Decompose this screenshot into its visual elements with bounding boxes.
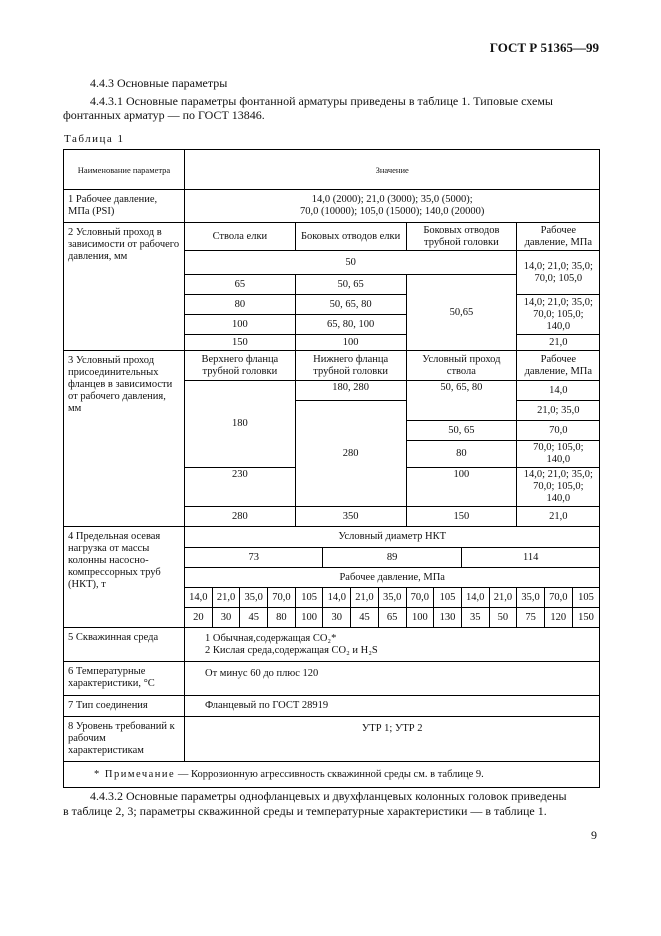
table-cell: 35 xyxy=(461,608,489,628)
table-cell: От минус 60 до плюс 120 xyxy=(185,662,600,696)
table-cell: 150 xyxy=(185,335,296,351)
table-cell: Нижнего фланца трубной головки xyxy=(295,351,406,381)
table-cell: 70,0; 105,0; 140,0 xyxy=(517,441,600,468)
row-label: 6 Температурные характеристики, °С xyxy=(64,662,185,696)
table-cell xyxy=(185,628,600,662)
row-label: 8 Уровень требований к рабочим характеристикам xyxy=(64,717,185,762)
table-cell: 89 xyxy=(323,548,461,568)
table-cell: Рабочее давление, МПа xyxy=(517,223,600,251)
table-cell: 21,0 xyxy=(489,588,517,608)
table-cell: 80 xyxy=(185,295,296,315)
table-cell: 21,0 xyxy=(517,335,600,351)
table-cell: Рабочее давление, МПа xyxy=(517,351,600,381)
table-cell: 50,65 xyxy=(406,275,517,351)
table-cell: 100 xyxy=(295,335,406,351)
table-cell-line: 14,0 (2000); 21,0 (3000); 35,0 (5000); xyxy=(311,194,473,205)
table-caption: Таблица 1 xyxy=(64,133,125,145)
paragraph-line: фонтанных арматур — по ГОСТ 13846. xyxy=(63,108,265,122)
table-cell: 35,0 xyxy=(517,588,545,608)
table-cell: 130 xyxy=(434,608,462,628)
table-cell: 50, 65 xyxy=(406,421,517,441)
table-cell: Условный диаметр НКТ xyxy=(185,527,600,548)
table-cell: 114 xyxy=(461,548,600,568)
table-cell: 105 xyxy=(434,588,462,608)
col-header-value: Значение xyxy=(185,150,600,190)
table-cell: 50 xyxy=(185,251,517,275)
table-cell: 65 xyxy=(185,275,296,295)
table-cell: 75 xyxy=(517,608,545,628)
table-cell: 80 xyxy=(268,608,296,628)
table-cell: 70,0 xyxy=(517,421,600,441)
table-cell: 100 xyxy=(406,468,517,507)
table-cell: 35,0 xyxy=(378,588,406,608)
table-cell: 50, 65, 80 xyxy=(406,381,517,421)
table-cell: 70,0 xyxy=(544,588,572,608)
table-cell: 14,0; 21,0; 35,0; 70,0; 105,0 xyxy=(517,251,600,295)
table-cell: 21,0 xyxy=(212,588,240,608)
table-cell: Верхнего фланца трубной головки xyxy=(185,351,296,381)
note-text: — Коррозионную агрессивность скважинной среды см. в таблице 9. xyxy=(175,768,484,780)
table-cell: 14,0 xyxy=(461,588,489,608)
row-label: 1 Рабочее давление, МПа (PSI) xyxy=(64,190,185,223)
table-cell xyxy=(185,190,600,223)
table-cell: Рабочее давление, МПа xyxy=(185,568,600,588)
table-cell: Условный проход ствола xyxy=(406,351,517,381)
table-cell: 105 xyxy=(295,588,323,608)
table-cell: Боковых отводов елки xyxy=(295,223,406,251)
table-cell: 80 xyxy=(406,441,517,468)
table-cell: Боковых отводов трубной головки xyxy=(406,223,517,251)
section-title: 4.4.3 Основные параметры xyxy=(90,76,228,90)
col-header-parameter: Наименование параметра xyxy=(64,150,185,190)
table-cell: 45 xyxy=(240,608,268,628)
row-label: 2 Условный проход в зависимости от рабочего давления, мм xyxy=(64,223,185,351)
table-cell-line: 1 Обычная,содержащая CO₂* xyxy=(205,632,337,644)
table-cell: 50 xyxy=(489,608,517,628)
paragraph-line: в таблице 2, 3; параметры скважинной среды и температурные характеристики — в таблице 1. xyxy=(63,804,547,818)
table-cell: 100 xyxy=(185,315,296,335)
row-label: 4 Предельная осевая нагрузка от массы колонны насосно-компрессорных труб (НКТ), т xyxy=(64,527,185,628)
table-cell: 150 xyxy=(406,507,517,527)
table-cell: 14,0 xyxy=(185,588,213,608)
table-cell: 14,0; 21,0; 35,0; 70,0; 105,0; 140,0 xyxy=(517,295,600,335)
table-cell: 100 xyxy=(406,608,434,628)
document-header: ГОСТ Р 51365—99 xyxy=(489,40,599,55)
table-cell: Фланцевый по ГОСТ 28919 xyxy=(185,696,600,717)
table-cell: 50, 65 xyxy=(295,275,406,295)
table-cell: 30 xyxy=(323,608,351,628)
table-cell: 45 xyxy=(351,608,379,628)
table-cell: 65 xyxy=(378,608,406,628)
table-cell: 280 xyxy=(185,507,296,527)
paragraph-line: 4.4.3.2 Основные параметры однофланцевых и двухфланцевых колонных головок приведены xyxy=(90,789,567,803)
table-cell: 65, 80, 100 xyxy=(295,315,406,335)
table-cell-line: 70,0 (10000); 105,0 (15000); 140,0 (20000) xyxy=(300,206,485,217)
table-cell: УТР 1; УТР 2 xyxy=(185,717,600,762)
table-cell: 21,0; 35,0 xyxy=(517,401,600,421)
table-cell-line: 2 Кислая среда,содержащая CO₂ и H₂S xyxy=(205,644,378,656)
table-cell: 21,0 xyxy=(351,588,379,608)
table-cell: 150 xyxy=(572,608,600,628)
table-cell: Ствола елки xyxy=(185,223,296,251)
table-cell: 20 xyxy=(185,608,213,628)
page-number: 9 xyxy=(591,828,597,842)
table-cell: 30 xyxy=(212,608,240,628)
table-cell: 14,0 xyxy=(517,381,600,401)
table-note xyxy=(64,762,600,788)
table-cell: 180, 280 xyxy=(295,381,406,401)
table-cell: 70,0 xyxy=(406,588,434,608)
row-label: 5 Скважинная среда xyxy=(64,628,185,662)
table-cell: 14,0; 21,0; 35,0; 70,0; 105,0; 140,0 xyxy=(517,468,600,507)
table-cell: 100 xyxy=(295,608,323,628)
table-cell: 350 xyxy=(295,507,406,527)
table-cell: 180 xyxy=(185,381,296,468)
table-cell: 73 xyxy=(185,548,323,568)
row-label: 3 Условный проход присоединительных фланцев в зависимости от рабочего давления, мм xyxy=(64,351,185,527)
table-cell: 120 xyxy=(544,608,572,628)
row-label: 7 Тип соединения xyxy=(64,696,185,717)
table-cell: 50, 65, 80 xyxy=(295,295,406,315)
paragraph-line: 4.4.3.1 Основные параметры фонтанной арматуры приведены в таблице 1. Типовые схемы xyxy=(90,94,553,108)
table-cell: 105 xyxy=(572,588,600,608)
table-cell: 280 xyxy=(295,401,406,507)
table-cell: 230 xyxy=(185,468,296,507)
table-cell: 21,0 xyxy=(517,507,600,527)
table-cell: 70,0 xyxy=(268,588,296,608)
parameters-table xyxy=(63,149,600,788)
table-cell: 35,0 xyxy=(240,588,268,608)
note-prefix: * Примечание xyxy=(94,768,176,780)
table-cell: 14,0 xyxy=(323,588,351,608)
